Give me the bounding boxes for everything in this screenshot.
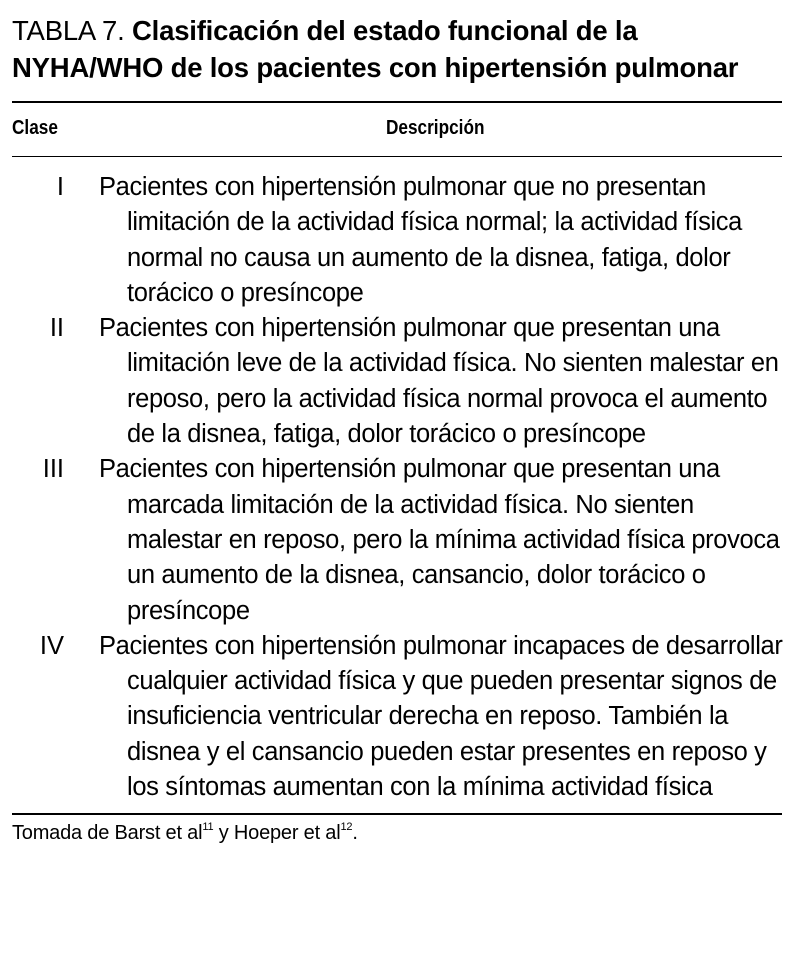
table-caption <box>12 12 782 86</box>
class-cell: IV <box>39 631 64 660</box>
source-prefix: Tomada de Barst et al <box>12 822 203 845</box>
reference-11: 11 <box>202 821 214 834</box>
table-header <box>12 103 782 157</box>
class-cell: III <box>42 455 64 484</box>
table-source-note <box>12 821 782 845</box>
reference-12: 12 <box>340 821 353 834</box>
bottom-rule <box>12 813 782 815</box>
table-row <box>12 452 782 628</box>
description-cell: Pacientes con hipertensión pulmonar que presentan una limitación leve de la actividad física. No sienten malestar en reposo, pero la actividad física normal provoca el aumento de la disnea, fatiga, dolor torácico o presíncope <box>99 314 779 449</box>
column-header-description: Descripción <box>386 117 485 139</box>
description-cell: Pacientes con hipertensión pulmonar que presentan una marcada limitación de la actividad física. No sienten malestar en reposo, pero la mínima actividad física provoca un aumento de la disnea, cansancio, dolor torácico o presíncope <box>99 455 780 625</box>
class-cell: I <box>56 173 64 201</box>
description-cell: Pacientes con hipertensión pulmonar incapaces de desarrollar cualquier actividad física y que pueden presentar signos de insuficiencia ventricular derecha en reposo. También la disnea y el cansancio pueden estar presentes en reposo y los síntomas aumentan con la mínima actividad física <box>99 631 783 802</box>
table-row <box>12 629 782 805</box>
class-cell: II <box>49 314 64 343</box>
source-middle: y Hoeper et al <box>213 822 341 845</box>
source-suffix: . <box>352 822 358 845</box>
table-body <box>12 157 782 813</box>
table-row <box>12 311 782 452</box>
table-row <box>12 170 782 311</box>
nyha-who-table <box>12 12 782 845</box>
column-header-class: Clase <box>12 117 58 139</box>
description-cell: Pacientes con hipertensión pulmonar que no presentan limitación de la actividad física normal; la actividad física normal no causa un aumento de la disnea, fatiga, dolor torácico o presíncope <box>99 173 743 307</box>
table-title: Clasificación del estado funcional de la NYHA/WHO de los pacientes con hipertensión pulmonar <box>12 15 739 83</box>
table-label: TABLA 7. <box>12 15 125 46</box>
